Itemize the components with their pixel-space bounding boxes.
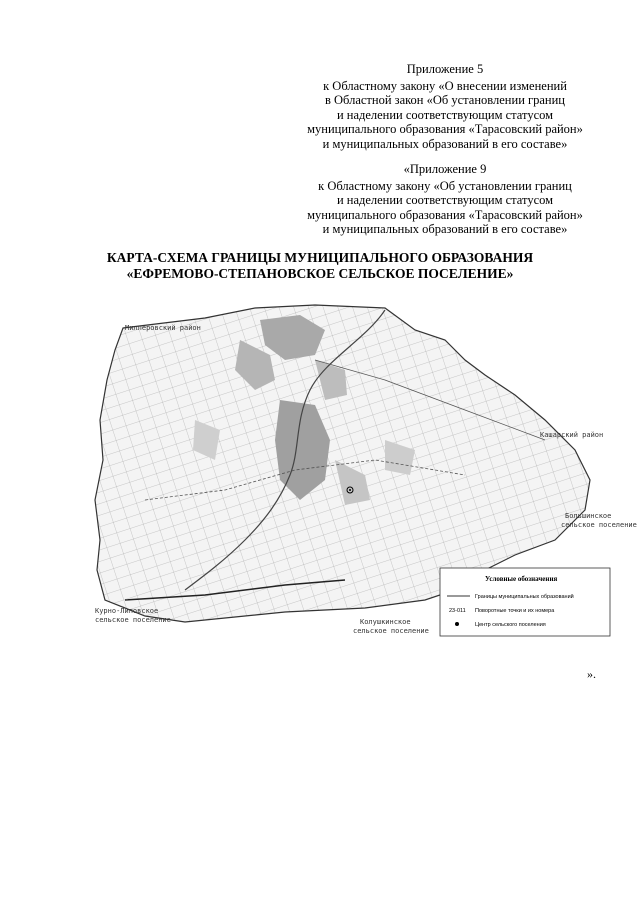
label-millerovsky: Миллеровский район [125,324,201,332]
legend-item-label: Границы муниципальных образований [475,594,574,600]
appendix-5-line: и наделении соответствующим статусом [336,107,554,122]
appendix-9-line: к Областному закону «Об установлении границ [318,178,572,193]
appendix-9-heading: «Приложение 9 [403,162,487,176]
closing-quote: ». [587,667,596,681]
map-legend [440,568,610,636]
appendix-9-line: муниципального образования «Тарасовский район» [307,207,583,222]
appendix-5-line: и муниципальных образований в его составе» [322,136,568,151]
appendix-5-header [270,62,620,151]
boundary-map [85,300,637,650]
legend-item-label: Поворотные точки и их номера [475,608,555,614]
label-kuryno-2: сельское поселение [95,616,171,624]
label-kolushkinskoe-2: сельское поселение [353,627,429,635]
label-kolushkinskoe-1: Колушкинское [360,618,411,626]
title-line-1: КАРТА-СХЕМА ГРАНИЦЫ МУНИЦИПАЛЬНОГО ОБРАЗОВАНИЯ [106,250,534,265]
appendix-5-line: к Областному закону «О внесении изменений [323,78,567,93]
appendix-5-line: муниципального образования «Тарасовский район» [307,122,583,136]
label-bolshinskoe-2: сельское поселение [561,521,637,529]
label-kuryno-1: Курно-Липовское [95,607,159,615]
title-line-2: «ЕФРЕМОВО-СТЕПАНОВСКОЕ СЕЛЬСКОЕ ПОСЕЛЕНИЕ» [126,265,514,281]
label-kashary: Кашарский район [540,431,604,439]
legend-center-symbol [455,622,459,626]
legend-item-label: Центр сельского поселения [475,622,546,628]
appendix-9-header [270,162,620,237]
legend-title: Условные обозначения [485,575,558,583]
legend-point-symbol: 23-011 [449,608,466,614]
label-bolshinskoe-1: Большинское [565,512,612,520]
appendix-9-line: и наделении соответствующим статусом [336,193,554,207]
document-title [40,250,600,281]
appendix-5-heading: Приложение 5 [406,62,484,76]
appendix-9-line: и муниципальных образований в его составе» [322,222,568,236]
appendix-5-line: в Областной закон «Об установлении границ [324,93,565,107]
